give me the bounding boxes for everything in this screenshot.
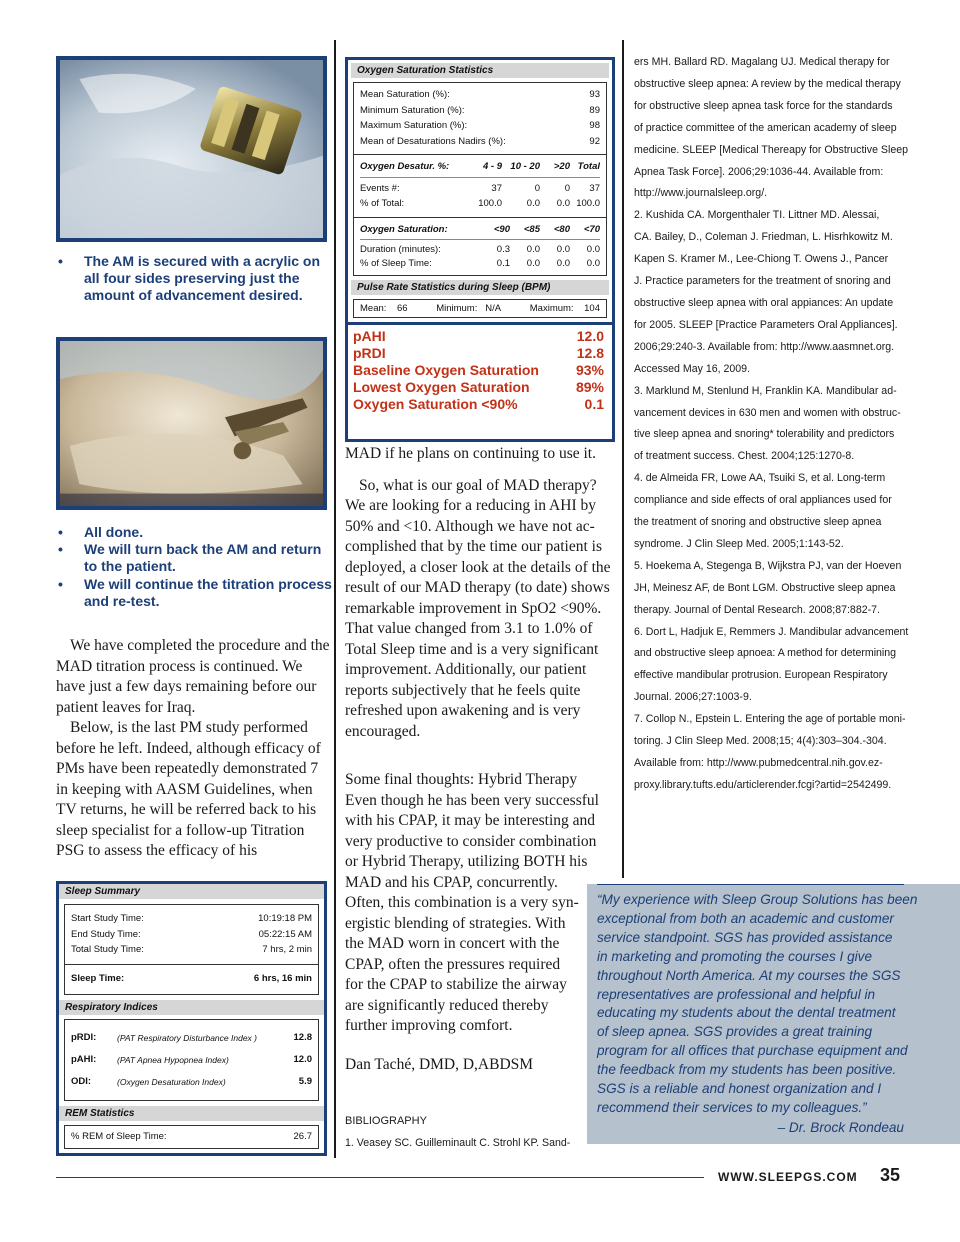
bottom-photo-caption bbox=[56, 524, 332, 610]
reference-line: effective mandibular protrusion. European Respiratory bbox=[634, 669, 888, 682]
desat-cell: 100.0 bbox=[576, 198, 600, 209]
summary-label: Lowest Oxygen Saturation bbox=[353, 379, 530, 395]
reference-line: obstructive sleep apnea with oral appiances: An update bbox=[634, 296, 894, 309]
testimonial-line: the feedback from my students has been positive. bbox=[597, 1062, 897, 1078]
reference-line: vancement devices in 630 men and women with obstruc- bbox=[634, 406, 901, 419]
caption-bullet: • All done. bbox=[56, 524, 332, 541]
reference-line: and obstructive sleep apnoea: A method for determining bbox=[634, 647, 897, 660]
desat-cell: 0.0 bbox=[556, 198, 570, 209]
pahi-value: 12.0 bbox=[293, 1054, 312, 1065]
sleep-summary-report bbox=[56, 881, 327, 1156]
text-line: further improving comfort. bbox=[345, 1017, 513, 1034]
text-line: Often, this combination is a very syn- bbox=[345, 894, 579, 911]
paragraph: Below, is the last PM study performed before he left. Indeed, although efficacy of PMs have been repeatedly demonstrated 7 in keeping with AASM Guidelines, when TV returns, he will be referred back to his sleep specialist for a follow-up Titration PSG to assess the efficacy of his bbox=[56, 719, 321, 859]
desat-cell: 100.0 bbox=[478, 198, 502, 209]
text-line: are significantly reduced thereby bbox=[345, 996, 549, 1014]
pulse-mean-value: 66 bbox=[396, 303, 408, 314]
sat-cell: 0.0 bbox=[526, 258, 540, 269]
appliance-photo-top bbox=[56, 56, 327, 242]
summary-value: 93% bbox=[575, 362, 604, 378]
respiratory-indices-box bbox=[64, 1019, 319, 1101]
reference-line: of practice committee of the american academy of sleep bbox=[634, 121, 897, 134]
caption-bullet: • We will turn back the AM and return to the patient. bbox=[56, 541, 332, 575]
reference-line: 5. Hoekema A, Stegenga B, Wijkstra PJ, van der Hoeven bbox=[634, 559, 902, 572]
testimonial-line: of sleep apnea. SGS provides a great training bbox=[597, 1024, 873, 1040]
bibliography-heading: BIBLIOGRAPHY bbox=[345, 1115, 427, 1127]
testimonial-author: – Dr. Brock Rondeau bbox=[777, 1119, 904, 1135]
text-line: for the CPAP to stabilize the airway bbox=[345, 976, 567, 993]
testimonial-line: program for all offices that purchase equipment and bbox=[597, 1043, 908, 1059]
oxygen-stats-title: Oxygen Saturation Statistics bbox=[351, 63, 609, 78]
sat-col: <90 bbox=[493, 223, 510, 235]
bibliography-first-line: 1. Veasey SC. Guilleminault C. Strohl KP. Sand- bbox=[345, 1137, 571, 1149]
summary-label: Oxygen Saturation <90% bbox=[353, 396, 518, 412]
start-time-label: Start Study Time: bbox=[71, 913, 144, 924]
prdi-value: 12.8 bbox=[293, 1032, 312, 1043]
rem-statistics-box bbox=[64, 1125, 319, 1149]
desat-row-label: Events #: bbox=[360, 182, 400, 194]
sat-col: <80 bbox=[553, 223, 570, 235]
summary-value: 12.8 bbox=[576, 345, 604, 361]
column-divider bbox=[622, 40, 624, 878]
top-photo-caption bbox=[56, 253, 326, 304]
pulse-mean-label: Mean: bbox=[360, 303, 387, 314]
desat-col: 10 - 20 bbox=[510, 161, 540, 172]
desat-header-label: Oxygen Desatur. %: bbox=[360, 161, 450, 172]
start-time-value: 10:19:18 PM bbox=[258, 913, 312, 924]
desat-cell: 37 bbox=[589, 182, 600, 194]
pahi-description: (PAT Apnea Hypopnea Index) bbox=[117, 1055, 229, 1065]
text-line: with his CPAP, it may be interesting and bbox=[345, 812, 596, 829]
desat-cell: 37 bbox=[491, 182, 502, 194]
testimonial-line: educating my students about the dental treatment bbox=[597, 1005, 896, 1021]
stat-label: Minimum Saturation (%): bbox=[360, 104, 465, 116]
testimonial-line: throughout North America. At my courses the SGS bbox=[597, 967, 901, 983]
footer-website[interactable]: WWW.SLEEPGS.COM bbox=[718, 1170, 858, 1184]
caption-bullet: • The AM is secured with a acrylic on all four sides preserving just the amount of advancement desired. bbox=[56, 253, 326, 304]
references-list bbox=[634, 52, 934, 797]
reference-line: 6. Dort L, Hadjuk E, Remmers J. Mandibular advancement bbox=[634, 625, 909, 638]
text-line: very productive to consider combination bbox=[345, 832, 597, 850]
pulse-rate-title: Pulse Rate Statistics during Sleep (BPM) bbox=[351, 280, 609, 295]
testimonial-line: recommend their services to my colleagues.” bbox=[597, 1099, 867, 1115]
odi-label: ODI: bbox=[71, 1076, 92, 1087]
reference-line: 4. de Almeida FR, Lowe AA, Tsuiki S, et al. Long-term bbox=[634, 472, 886, 485]
reference-line: syndrome. J Clin Sleep Med. 2005;1:143-52. bbox=[634, 537, 844, 550]
desat-cell: 0.0 bbox=[526, 198, 540, 209]
total-time-label: Total Study Time: bbox=[71, 944, 144, 955]
pulse-rate-box bbox=[353, 299, 607, 318]
pulse-max-label: Maximum: bbox=[529, 303, 574, 314]
footer-rule bbox=[56, 1177, 704, 1178]
reference-line: the treatment of snoring and obstructive sleep apnea bbox=[634, 516, 882, 529]
reference-line: http://www.journalsleep.org/. bbox=[634, 187, 768, 200]
sat-cell: 0.1 bbox=[496, 258, 510, 269]
stat-label: Mean Saturation (%): bbox=[360, 89, 450, 100]
testimonial-line: SGS is a reliable and honest organization and I bbox=[597, 1081, 882, 1097]
saturation-summary-box bbox=[353, 82, 607, 276]
sat-cell: 0.3 bbox=[496, 244, 510, 255]
stat-label: Mean of Desaturations Nadirs (%): bbox=[360, 135, 506, 147]
reference-line: Apnea Task Force]. 2006;29:1036-44. Available from: bbox=[634, 165, 884, 178]
paragraph: So, what is our goal of MAD therapy? We are looking for a reducing in AHI by 50% and <10. Although we have not ac-complished that by the time our patient is deployed, a closer look at the details of the result of our MAD therapy (to date) shows remarkable improvement in SpO2 <90%. That value changed from 3.1 to 1.0% of Total Sleep time and is a very significant improvement. Additionally, our patient reports subjectively that he feels quite refreshed upon awakening and is very encouraged. bbox=[345, 476, 611, 740]
reference-line: 2006;29:240-3. Available from: http://www.aasmnet.org. bbox=[634, 340, 895, 353]
caption-bullet: • We will continue the titration process and re-test. bbox=[56, 576, 332, 610]
reference-line: JH, Meinesz AF, de Bont LGM. Obstructive sleep apnea bbox=[634, 581, 896, 594]
reference-line: therapy. Journal of Dental Research. 2008;87:882-7. bbox=[634, 603, 880, 616]
reference-line: proxy.library.tufts.edu/articlerender.fcgi?artid=2542499. bbox=[634, 778, 892, 791]
sat-header-label: Oxygen Saturation: bbox=[360, 223, 448, 235]
prdi-description: (PAT Respiratory Disturbance Index ) bbox=[117, 1033, 257, 1043]
reference-line: 7. Collop N., Epstein L. Entering the age of portable moni- bbox=[634, 713, 906, 726]
reference-line: 2. Kushida CA. Morgenthaler TI. Littner MD. Alessai, bbox=[634, 209, 880, 222]
sat-row-label: % of Sleep Time: bbox=[360, 258, 432, 269]
summary-label: Baseline Oxygen Saturation bbox=[353, 362, 539, 378]
text-line: the MAD worn in concert with the bbox=[345, 935, 560, 952]
testimonial-line: “My experience with Sleep Group Solutions has been bbox=[597, 892, 918, 907]
rem-label: % REM of Sleep Time: bbox=[71, 1131, 167, 1142]
paragraph: MAD if he plans on continuing to use it. bbox=[345, 445, 596, 462]
reference-line: Journal. 2006;27:1003-9. bbox=[634, 691, 752, 704]
testimonial-line: exceptional from both an academic and customer bbox=[597, 910, 894, 926]
stat-value: 89 bbox=[589, 104, 600, 116]
stat-value: 92 bbox=[589, 135, 600, 147]
summary-label: pRDI bbox=[353, 345, 386, 361]
column-divider bbox=[334, 40, 336, 1158]
sat-cell: 0.0 bbox=[526, 244, 540, 255]
stat-label: Maximum Saturation (%): bbox=[360, 120, 468, 131]
testimonial-box bbox=[587, 884, 960, 1144]
pahi-label: pAHI: bbox=[71, 1054, 97, 1065]
left-column-text bbox=[56, 636, 332, 862]
odi-value: 5.9 bbox=[298, 1076, 312, 1087]
reference-line: tive sleep apnea and snoring* tolerability and predictors bbox=[634, 428, 895, 441]
sat-col: <70 bbox=[583, 223, 600, 235]
reference-line: for 2005. SLEEP [Practice Parameters Oral Appliances]. bbox=[634, 318, 898, 331]
total-time-value: 7 hrs, 2 min bbox=[262, 944, 312, 955]
text-line: CPAP, often the pressures required bbox=[345, 955, 561, 973]
sleep-time-value: 6 hrs, 16 min bbox=[253, 972, 312, 984]
final-thoughts bbox=[345, 770, 605, 1075]
reference-line: toring. J Clin Sleep Med. 2008;15; 4(4):303–304.-304. bbox=[634, 735, 887, 748]
stat-value: 98 bbox=[589, 120, 600, 131]
summary-values bbox=[348, 325, 612, 413]
text-line: or Hybrid Therapy, utilizing BOTH his bbox=[345, 853, 588, 870]
summary-value: 89% bbox=[575, 379, 604, 395]
reference-line: Available from: http://www.pubmedcentral.nih.gov.ez- bbox=[634, 757, 883, 769]
text-line: Even though he has been very successful bbox=[345, 791, 599, 809]
sleep-summary-title: Sleep Summary bbox=[59, 884, 324, 899]
summary-label: pAHI bbox=[353, 328, 386, 344]
sat-row-label: Duration (minutes): bbox=[360, 244, 441, 255]
author-signature: Dan Taché, DMD, D,ABDSM bbox=[345, 1055, 534, 1073]
reference-line: compliance and side effects of oral appliances used for bbox=[634, 494, 892, 507]
sat-cell: 0.0 bbox=[586, 244, 600, 255]
end-time-value: 05:22:15 AM bbox=[258, 928, 312, 940]
desat-col: 4 - 9 bbox=[482, 161, 502, 172]
reference-line: for obstructive sleep apnea task force for the standards bbox=[634, 99, 893, 112]
desat-row-label: % of Total: bbox=[360, 198, 405, 209]
text-line: ergistic blending of strategies. With bbox=[345, 914, 566, 932]
pulse-max-value: 104 bbox=[584, 303, 600, 314]
testimonial-text bbox=[597, 891, 960, 1118]
prdi-label: pRDI: bbox=[71, 1032, 97, 1043]
reference-line: of treatment success. Chest. 2004;125:1270-8. bbox=[634, 450, 855, 463]
page-number: 35 bbox=[880, 1165, 901, 1185]
reference-line: 3. Marklund M, Stenlund H, Franklin KA. Mandibular ad- bbox=[634, 384, 897, 397]
summary-value: 0.1 bbox=[584, 396, 604, 412]
rem-statistics-title: REM Statistics bbox=[59, 1106, 324, 1121]
stat-value: 93 bbox=[589, 89, 600, 100]
oxygen-saturation-report bbox=[345, 57, 615, 442]
desat-cell: 0 bbox=[534, 182, 540, 194]
summary-value: 12.0 bbox=[576, 328, 604, 344]
end-time-label: End Study Time: bbox=[71, 928, 141, 940]
testimonial-line: representatives are professional and helpful in bbox=[597, 986, 876, 1002]
sat-cell: 0.0 bbox=[556, 258, 570, 269]
study-time-box bbox=[64, 904, 319, 995]
odi-description: (Oxygen Desaturation Index) bbox=[117, 1077, 226, 1087]
reference-line: Kapen S. Kramer M., Lee-Chiong T. Owens J., Pancer bbox=[634, 253, 889, 266]
middle-column-text bbox=[345, 444, 617, 742]
sleep-time-label: Sleep Time: bbox=[71, 972, 125, 984]
sat-col: <85 bbox=[523, 223, 540, 235]
reference-line: Accessed May 16, 2009. bbox=[634, 362, 751, 375]
reference-line: medicine. SLEEP [Medical Thereapy for Obstructive Sleep bbox=[634, 143, 909, 156]
respiratory-indices-title: Respiratory Indices bbox=[59, 1000, 324, 1015]
paragraph: We have completed the procedure and the MAD titration process is continued. We have just a few days remaining before our patient leaves for Iraq. bbox=[56, 637, 330, 716]
testimonial-line: service standpoint. SGS has provided assistance bbox=[597, 929, 893, 945]
rem-value: 26.7 bbox=[293, 1131, 312, 1142]
reference-line: ers MH. Ballard RD. Magalang UJ. Medical therapy for bbox=[634, 56, 890, 68]
sat-cell: 0.0 bbox=[586, 258, 600, 269]
reference-line: CA. Bailey, D., Coleman J. Friedman, L. Hisrhkowitz M. bbox=[634, 231, 893, 244]
text-line: Some final thoughts: Hybrid Therapy bbox=[345, 771, 578, 788]
sat-cell: 0.0 bbox=[556, 244, 570, 255]
desat-col: >20 bbox=[553, 161, 570, 172]
pulse-min-value: N/A bbox=[485, 303, 502, 314]
appliance-photo-bottom bbox=[56, 337, 327, 510]
pulse-min-label: Minimum: bbox=[436, 303, 478, 314]
text-line: MAD and his CPAP, concurrently. bbox=[345, 873, 558, 891]
desat-col: Total bbox=[577, 161, 600, 172]
desat-cell: 0 bbox=[564, 182, 570, 194]
reference-line: obstructive sleep apnea: A review by the medical therapy bbox=[634, 77, 901, 90]
testimonial-line: in marketing and promoting the courses I give bbox=[597, 948, 873, 964]
reference-line: J. Practice parameters for the treatment of snoring and bbox=[634, 275, 891, 288]
